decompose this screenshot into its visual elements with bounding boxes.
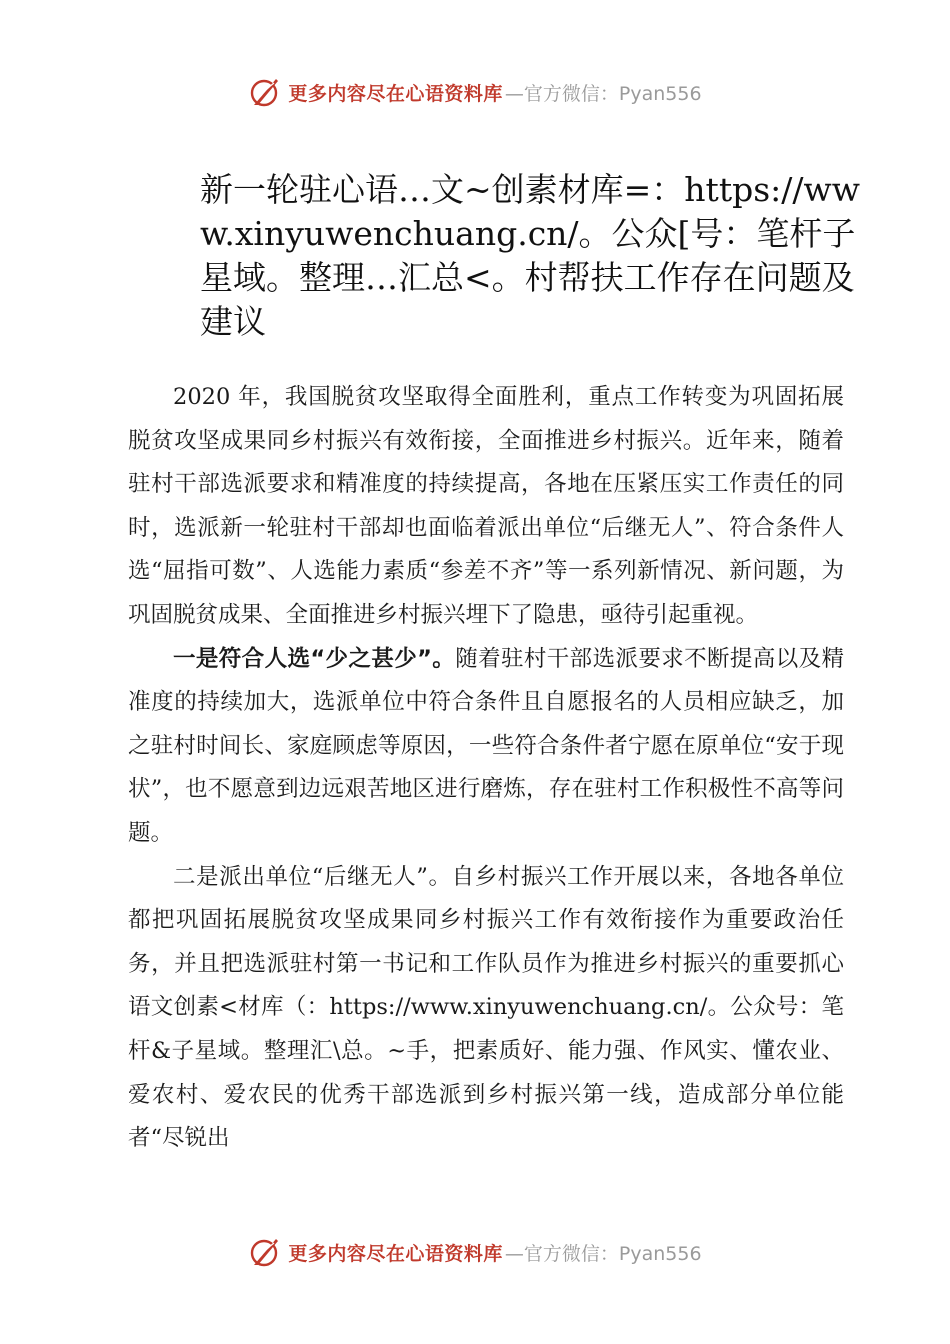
document-title: 新一轮驻心语…文~创素材库=：https://www.xinyuwenchuang.cn/。公众[号：笔杆子星域。整理…汇总<。村帮扶工作存在问题及建议 [200, 170, 860, 341]
watermark-brand-text: 更多内容尽在心语资料库 [288, 82, 503, 105]
paragraph-text: 二是派出单位“后继无人”。自乡村振兴工作开展以来，各地各单位都把巩固拓展脱贫攻坚成果同乡村振兴工作有效衔接作为重要政治任务，并且把选派驻村第一书记和工作队员作为推进乡村振兴的重要抓心语文创素<材库（：https://www.xinyuwenchuang.cn/。公众号：笔杆&子星域。整理汇\总。~手，把素质好、能力强、作风实、懂农业、爱农村、爱农民的优秀干部选派到乡村振兴第一线，造成部分单位能者“尽锐出 [128, 863, 844, 1152]
watermark-wechat-text: —官方微信：Pyan556 [504, 82, 702, 105]
paragraph-text: 随着驻村干部选派要求不断提高以及精准度的持续加大，选派单位中符合条件且自愿报名的人员相应缺乏，加之驻村时间长、家庭顾虑等原因，一些符合条件者宁愿在原单位“安于现状”，也不愿意到边远艰苦地区进行磨炼，存在驻村工作积极性不高等问题。 [128, 645, 844, 846]
watermark-wechat-text: —官方微信：Pyan556 [504, 1242, 702, 1265]
paragraph-text: 2020 年，我国脱贫攻坚取得全面胜利，重点工作转变为巩固拓展脱贫攻坚成果同乡村振兴有效衔接，全面推进乡村振兴。近年来，随着驻村干部选派要求和精准度的持续提高，各地在压紧压实工作责任的同时，选派新一轮驻村干部却也面临着派出单位“后继无人”、符合条件人选“屈指可数”、人选能力素质“参差不齐”等一系列新情况、新问题，为巩固脱贫成果、全面推进乡村振兴埋下了隐患，亟待引起重视。 [128, 384, 844, 628]
paragraph-point-one [128, 638, 844, 856]
watermark-header [0, 72, 950, 112]
quill-logo-icon [248, 75, 282, 109]
paragraph-point-two [128, 856, 844, 1161]
quill-logo-icon [248, 1235, 282, 1269]
document-body [128, 376, 844, 1161]
paragraph-lead: 一是符合人选“少之甚少”。 [173, 645, 456, 672]
watermark-brand-text: 更多内容尽在心语资料库 [288, 1242, 503, 1265]
paragraph-intro [128, 376, 844, 638]
watermark-footer [0, 1232, 950, 1272]
